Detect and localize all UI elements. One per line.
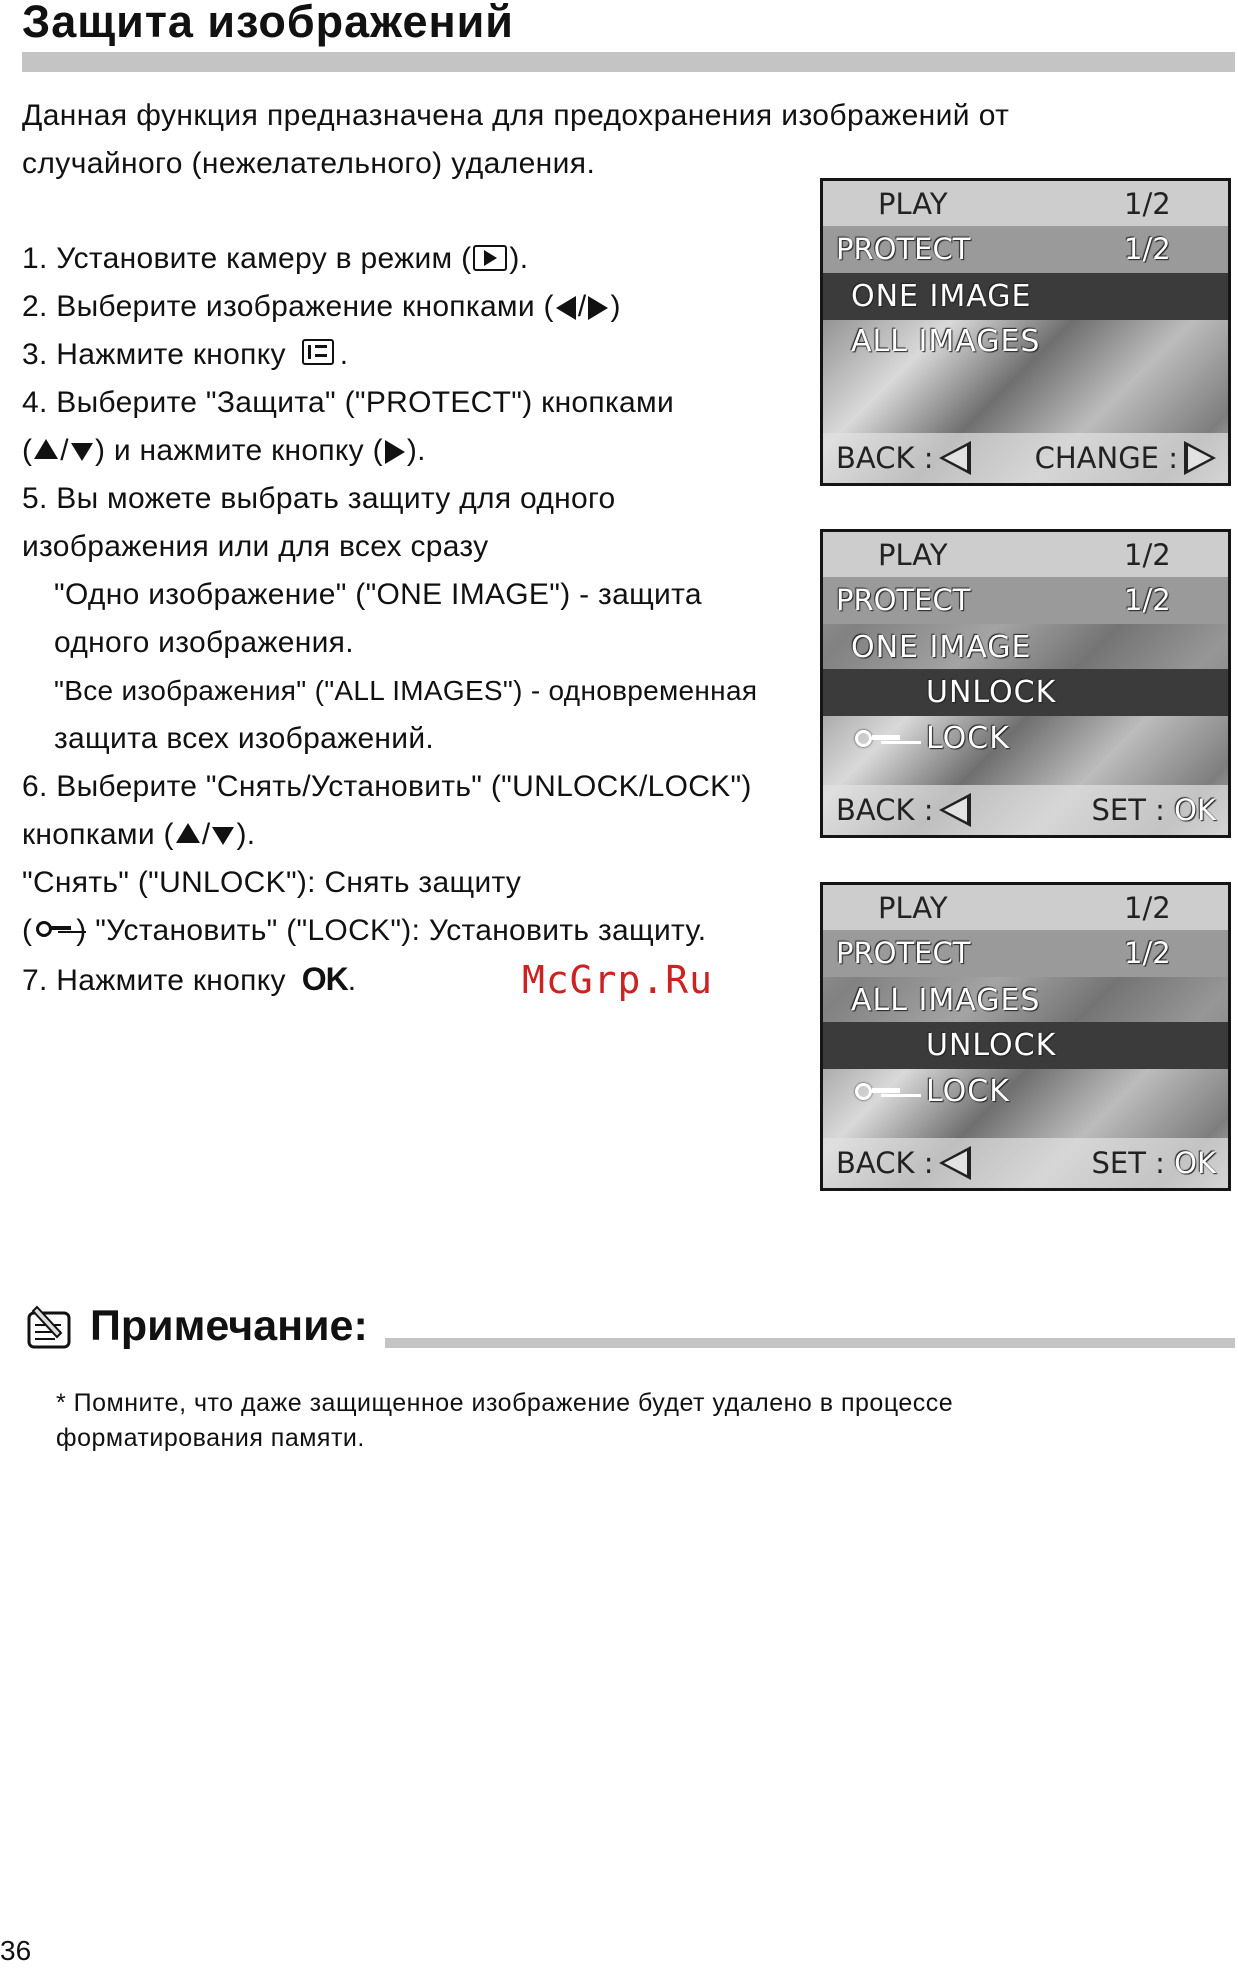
camera-screen-3 bbox=[820, 882, 1231, 1191]
back-arrow-icon bbox=[939, 441, 971, 475]
note-line: форматирования памяти. bbox=[56, 1424, 365, 1452]
note-text bbox=[56, 1386, 1106, 1456]
back-arrow-icon bbox=[939, 1146, 971, 1180]
down-arrow-icon bbox=[212, 827, 234, 845]
screen-footer: BACK : CHANGE : bbox=[823, 433, 1228, 483]
step-5-one-image-desc: одного изображения. bbox=[54, 626, 354, 659]
step-6-unlock: "Снять" ("UNLOCK"): Снять защиту bbox=[22, 866, 522, 899]
right-arrow-icon bbox=[588, 296, 608, 320]
watermark: McGrp.Ru bbox=[522, 958, 714, 1002]
intro-line: случайного (нежелательного) удаления. bbox=[22, 147, 596, 180]
camera-screen-1 bbox=[820, 178, 1231, 486]
camera-screen-2 bbox=[820, 529, 1231, 838]
back-arrow-icon bbox=[939, 793, 971, 827]
play-mode-icon bbox=[473, 245, 507, 271]
menu-button-icon bbox=[302, 339, 334, 365]
change-arrow-icon bbox=[1184, 441, 1216, 475]
left-arrow-icon bbox=[556, 296, 576, 320]
screen-protect-row: PROTECT 1/2 bbox=[823, 577, 1228, 624]
step-6: 6. Выберите "Снять/Установить" ("UNLOCK/LOCK") bbox=[22, 770, 752, 803]
menu-option-one-image: ONE IMAGE bbox=[823, 624, 1228, 671]
intro-text bbox=[22, 92, 1112, 188]
right-arrow-icon bbox=[385, 440, 405, 464]
key-icon bbox=[36, 921, 72, 937]
screen-protect-row: PROTECT 1/2 bbox=[823, 226, 1228, 273]
step-6-lock: ( ) "Установить" ("LOCK"): Установить защиту. bbox=[22, 914, 707, 947]
page-title: Защита изображений bbox=[22, 0, 514, 47]
title-rule bbox=[22, 52, 1235, 72]
key-icon bbox=[855, 1083, 905, 1101]
up-arrow-icon bbox=[34, 439, 58, 459]
screen-play-row: PLAY 1/2 bbox=[823, 885, 1228, 932]
ok-icon: OK bbox=[1174, 793, 1216, 827]
step-5-all-images: "Все изображения" ("ALL IMAGES") - одновременная bbox=[54, 675, 758, 706]
note-line: * Помните, что даже защищенное изображение будет удалено в процессе bbox=[56, 1389, 954, 1417]
menu-option-lock[interactable]: LOCK bbox=[823, 1068, 1228, 1115]
step-5-all-images-desc: защита всех изображений. bbox=[54, 722, 435, 755]
note-pencil-icon bbox=[25, 1303, 75, 1351]
note-rule bbox=[385, 1338, 1235, 1348]
step-4-cont: ( / ) и нажмите кнопку ( ). bbox=[22, 434, 426, 467]
down-arrow-icon bbox=[71, 443, 93, 461]
menu-option-one-image[interactable]: ONE IMAGE bbox=[823, 273, 1228, 320]
intro-line: Данная функция предназначена для предохранения изображений от bbox=[22, 99, 1010, 132]
screen-footer: BACK : SET : OK bbox=[823, 785, 1228, 835]
up-arrow-icon bbox=[176, 823, 200, 843]
menu-option-unlock[interactable]: UNLOCK bbox=[823, 1022, 1228, 1069]
note-title: Примечание: bbox=[90, 1302, 368, 1350]
menu-option-unlock[interactable]: UNLOCK bbox=[823, 669, 1228, 716]
step-4: 4. Выберите "Защита" ("PROTECT") кнопками bbox=[22, 386, 675, 419]
key-icon bbox=[855, 730, 905, 748]
step-5: 5. Вы можете выбрать защиту для одного bbox=[22, 482, 616, 515]
steps-list bbox=[22, 235, 812, 1005]
menu-option-all-images: ALL IMAGES bbox=[823, 977, 1228, 1024]
step-5-cont: изображения или для всех сразу bbox=[22, 530, 489, 563]
step-6-cont: кнопками ( / ). bbox=[22, 818, 256, 851]
ok-icon: OK bbox=[1174, 1146, 1216, 1180]
ok-button-icon: OK bbox=[301, 961, 348, 997]
step-1: 1. Установите камеру в режим ( ). bbox=[22, 242, 529, 275]
menu-option-all-images[interactable]: ALL IMAGES bbox=[851, 324, 1041, 359]
screen-play-row: PLAY 1/2 bbox=[823, 181, 1228, 228]
step-5-one-image: "Одно изображение" ("ONE IMAGE") - защита bbox=[54, 578, 702, 611]
page-number: 36 bbox=[0, 1935, 32, 1966]
screen-footer: BACK : SET : OK bbox=[823, 1138, 1228, 1188]
screen-play-row: PLAY 1/2 bbox=[823, 532, 1228, 579]
menu-option-lock[interactable]: LOCK bbox=[823, 715, 1228, 762]
step-7: 7. Нажмите кнопку OK. bbox=[22, 961, 357, 997]
step-2: 2. Выберите изображение кнопками ( / ) bbox=[22, 290, 621, 323]
step-3: 3. Нажмите кнопку . bbox=[22, 338, 349, 371]
screen-protect-row: PROTECT 1/2 bbox=[823, 930, 1228, 977]
